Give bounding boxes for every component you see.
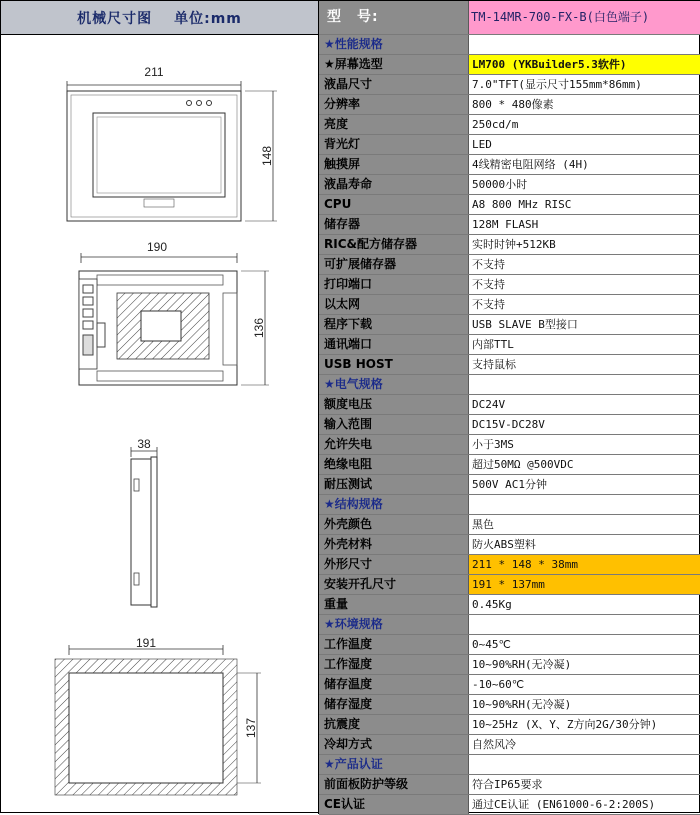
spec-label: 液晶寿命: [319, 175, 469, 194]
spec-value: A8 800 MHz RISC: [472, 198, 572, 211]
spec-value: 4线精密电阻网络 (4H): [472, 158, 589, 171]
spec-label: 储存温度: [319, 675, 469, 694]
spec-row: [319, 735, 700, 755]
spec-value: 500V AC1分钟: [472, 478, 547, 491]
spec-row: [319, 315, 700, 335]
spec-label: 程序下载: [319, 315, 469, 334]
spec-row: [319, 175, 700, 195]
spec-value: DC24V: [472, 398, 506, 411]
spec-row: [319, 135, 700, 155]
spec-row: [319, 255, 700, 275]
spec-label: 允许失电: [319, 435, 469, 454]
spec-row: [319, 115, 700, 135]
spec-value: 211 * 148 * 38mm: [469, 555, 700, 574]
spec-row: [319, 295, 700, 315]
spec-value: [469, 495, 700, 514]
spec-label: 安装开孔尺寸: [319, 575, 469, 594]
spec-value: [469, 755, 700, 774]
back-height-label: 136: [252, 317, 266, 339]
spec-row: [319, 215, 700, 235]
spec-value: 0.45Kg: [472, 598, 512, 611]
spec-value: -10~60℃: [472, 678, 525, 691]
spec-row: [319, 275, 700, 295]
spec-label: 储存器: [319, 215, 469, 234]
spec-value: 实时时钟+512KB: [472, 238, 556, 251]
spec-row: [319, 595, 700, 615]
spec-value: 黑色: [472, 518, 494, 531]
spec-label: 通讯端口: [319, 335, 469, 354]
spec-value: 10~25Hz (X、Y、Z方向2G/30分钟): [472, 718, 658, 731]
spec-row: [319, 55, 700, 75]
spec-row: [319, 335, 700, 355]
spec-value: 不支持: [472, 298, 505, 311]
spec-label: 分辨率: [319, 95, 469, 114]
spec-label: 抗震度: [319, 715, 469, 734]
spec-label: 以太网: [319, 295, 469, 314]
spec-value: 小于3MS: [472, 438, 514, 451]
section-header-row: [319, 495, 700, 515]
section-header-row: [319, 755, 700, 775]
spec-label: 外壳材料: [319, 535, 469, 554]
spec-label: 触摸屏: [319, 155, 469, 174]
spec-value: 800 * 480像素: [472, 98, 554, 111]
model-value: TM-14MR-700-FX-B(白色端子): [469, 1, 700, 34]
spec-value: 128M FLASH: [472, 218, 539, 231]
spec-label: 打印端口: [319, 275, 469, 294]
spec-row: [319, 575, 700, 595]
spec-value: LM700 (YKBuilder5.3软件): [469, 55, 700, 74]
spec-row: [319, 795, 700, 815]
side-view: [131, 437, 157, 607]
spec-value: 防火ABS塑料: [472, 538, 536, 551]
spec-label: 前面板防护等级: [319, 775, 469, 794]
spec-value: 10~90%RH(无冷凝): [472, 698, 572, 711]
spec-row: [319, 195, 700, 215]
spec-label: 储存湿度: [319, 695, 469, 714]
spec-value: 符合IP65要求: [472, 778, 543, 791]
spec-label: ★结构规格: [319, 495, 469, 514]
spec-row: [319, 555, 700, 575]
spec-label: 背光灯: [319, 135, 469, 154]
spec-value: 7.0"TFT(显示尺寸155mm*86mm): [472, 78, 642, 91]
spec-row: [319, 715, 700, 735]
spec-label: 输入范围: [319, 415, 469, 434]
spec-row: [319, 675, 700, 695]
spec-value: 支持鼠标: [472, 358, 516, 371]
unit-label: 单位:mm: [174, 10, 242, 27]
spec-label: USB HOST: [319, 355, 469, 374]
spec-value: 10~90%RH(无冷凝): [472, 658, 572, 671]
dimension-drawings: [1, 35, 318, 814]
section-header-row: [319, 375, 700, 395]
spec-value: 不支持: [472, 278, 505, 291]
side-depth-label: 38: [137, 437, 151, 451]
spec-value: [469, 615, 700, 634]
spec-label: ★电气规格: [319, 375, 469, 394]
spec-row: [319, 655, 700, 675]
spec-row: [319, 535, 700, 555]
spec-label: 冷却方式: [319, 735, 469, 754]
back-width-label: 190: [146, 240, 168, 254]
spec-row: [319, 355, 700, 375]
spec-row: [319, 695, 700, 715]
front-view: [67, 65, 277, 221]
front-height-label: 148: [260, 145, 274, 167]
model-row: [319, 1, 700, 35]
section-header-row: [319, 615, 700, 635]
spec-label: CPU: [319, 195, 469, 214]
spec-label: 液晶尺寸: [319, 75, 469, 94]
spec-label: 外壳颜色: [319, 515, 469, 534]
spec-value: LED: [472, 138, 492, 151]
spec-row: [319, 515, 700, 535]
front-width-label: 211: [144, 65, 164, 79]
spec-label: 亮度: [319, 115, 469, 134]
back-view: [79, 240, 269, 385]
spec-value: 250cd/m: [472, 118, 519, 131]
spec-value: [469, 375, 700, 394]
spec-label: 工作湿度: [319, 655, 469, 674]
cutout-height-label: 137: [244, 717, 258, 739]
spec-value: 0~45℃: [472, 638, 511, 651]
spec-value: 50000小时: [472, 178, 528, 191]
spec-label: 可扩展储存器: [319, 255, 469, 274]
spec-rows: [319, 35, 700, 815]
spec-label: 外形尺寸: [319, 555, 469, 574]
spec-value: 191 * 137mm: [469, 575, 700, 594]
spec-row: [319, 235, 700, 255]
spec-row: [319, 435, 700, 455]
spec-label: 额度电压: [319, 395, 469, 414]
spec-value: DC15V-DC28V: [472, 418, 545, 431]
section-header-row: [319, 35, 700, 55]
spec-label: CE认证: [319, 795, 469, 814]
spec-value: 超过50MΩ @500VDC: [472, 458, 574, 471]
spec-row: [319, 75, 700, 95]
spec-value: [469, 35, 700, 54]
spec-label: ★屏幕选型: [319, 55, 469, 74]
spec-row: [319, 475, 700, 495]
spec-label: 耐压测试: [319, 475, 469, 494]
drawing-title: 机械尺寸图: [77, 10, 153, 27]
model-label: 型 号:: [319, 1, 469, 34]
spec-row: [319, 455, 700, 475]
spec-label: 工作温度: [319, 635, 469, 654]
spec-label: ★环境规格: [319, 615, 469, 634]
cutout-width-label: 191: [135, 636, 157, 650]
spec-label: 绝缘电阻: [319, 455, 469, 474]
spec-label: 重量: [319, 595, 469, 614]
spec-row: [319, 95, 700, 115]
spec-value: USB SLAVE B型接口: [472, 318, 578, 331]
spec-row: [319, 635, 700, 655]
cutout-view: [55, 636, 261, 795]
spec-value: 通过CE认证 (EN61000-6-2:200S): [472, 798, 656, 811]
spec-value: 内部TTL: [472, 338, 514, 351]
spec-row: [319, 395, 700, 415]
spec-label: ★性能规格: [319, 35, 469, 54]
drawing-header: [1, 1, 318, 35]
spec-label: RIC&配方储存器: [319, 235, 469, 254]
spec-table: [319, 1, 700, 815]
spec-row: [319, 155, 700, 175]
spec-label: ★产品认证: [319, 755, 469, 774]
mechanical-drawing-panel: [1, 1, 319, 814]
spec-row: [319, 775, 700, 795]
spec-value: 自然风冷: [472, 738, 516, 751]
spec-value: 不支持: [472, 258, 505, 271]
spec-row: [319, 415, 700, 435]
